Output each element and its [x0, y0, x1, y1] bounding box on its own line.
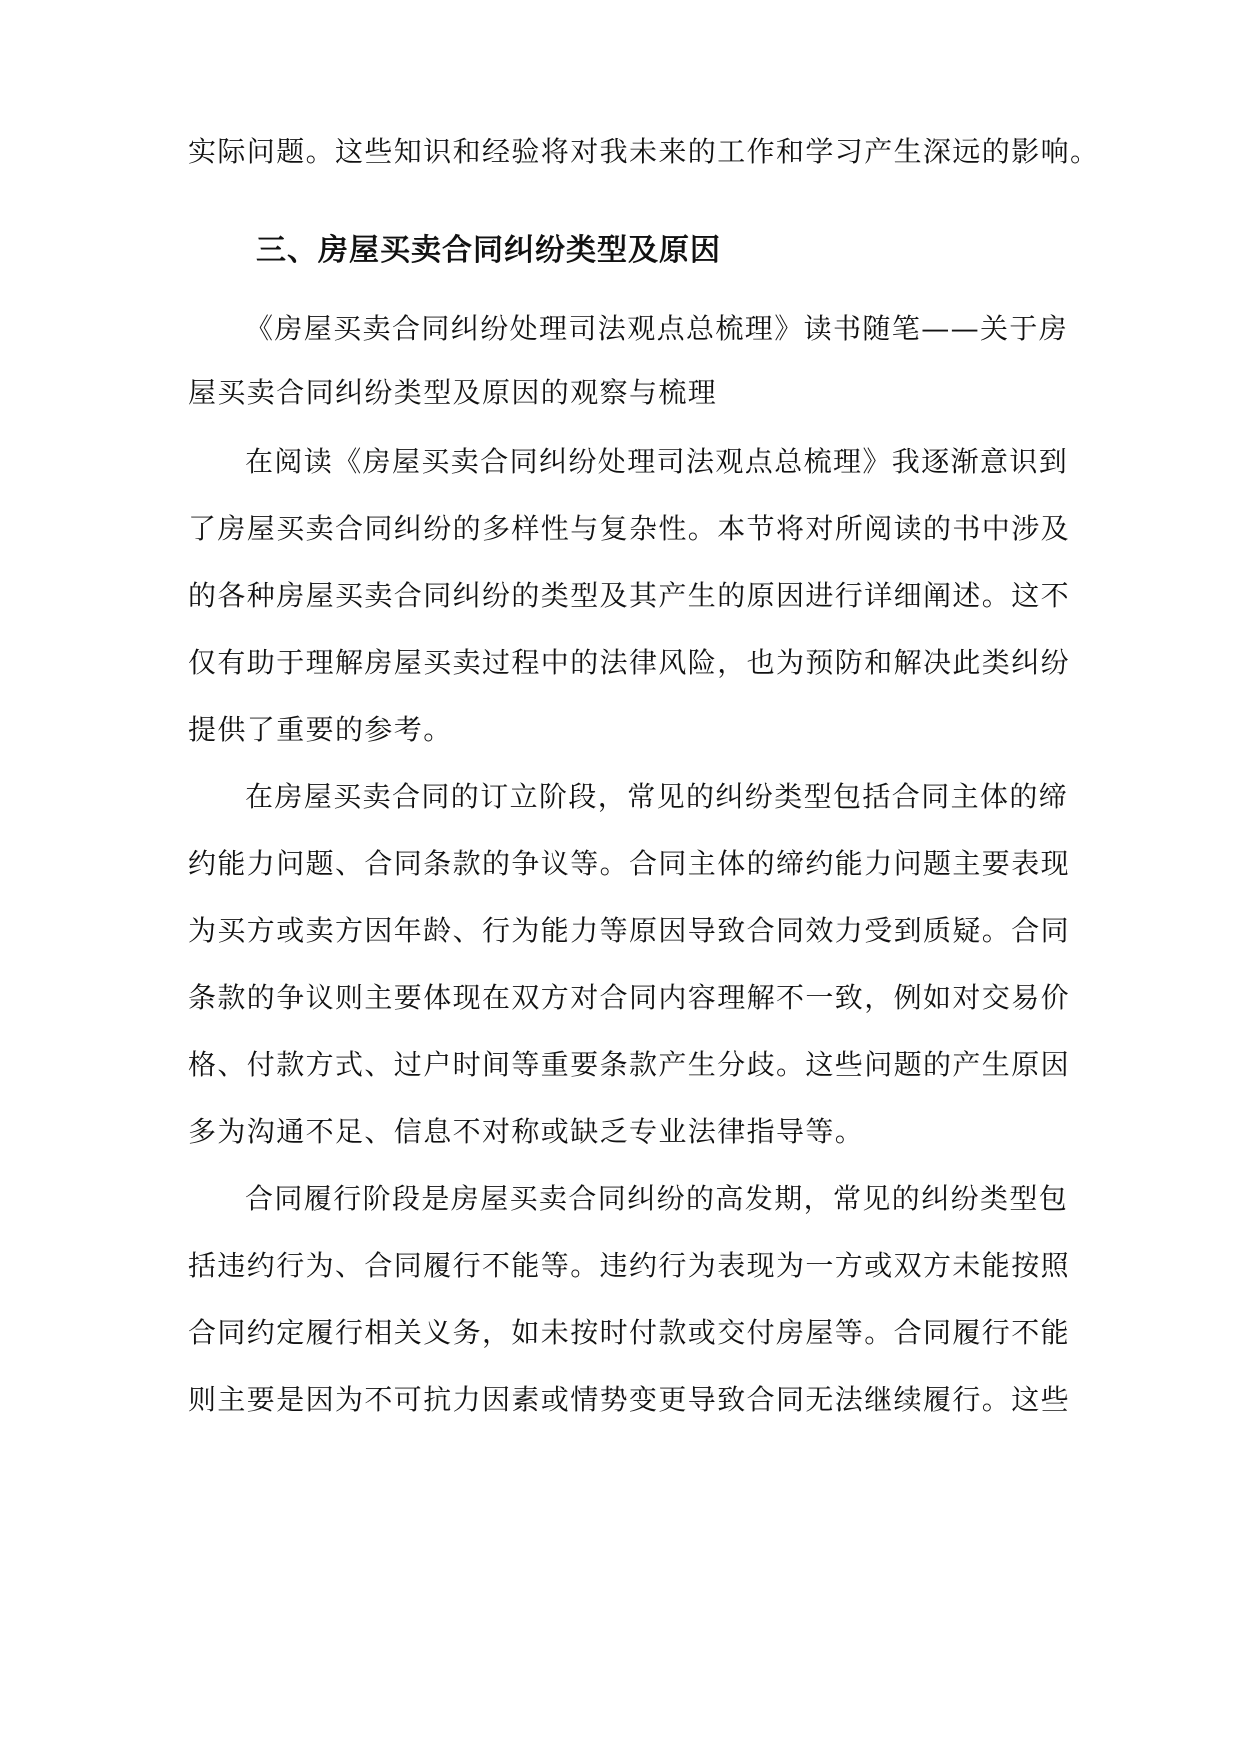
- body-line: 提供了重要的参考。: [188, 713, 453, 746]
- body-line: 合同履行阶段是房屋买卖合同纠纷的高发期，常见的纠纷类型包: [245, 1182, 1069, 1215]
- body-line: 约能力问题、合同条款的争议等。合同主体的缔约能力问题主要表现: [188, 847, 1071, 880]
- body-line: 《房屋买卖合同纠纷处理司法观点总梳理》读书随笔——关于房: [245, 312, 1069, 345]
- body-line: 为买方或卖方因年龄、行为能力等原因导致合同效力受到质疑。合同: [188, 914, 1071, 947]
- body-line: 格、付款方式、过户时间等重要条款产生分歧。这些问题的产生原因: [188, 1048, 1071, 1081]
- body-line: 则主要是因为不可抗力因素或情势变更导致合同无法继续履行。这些: [188, 1383, 1071, 1416]
- body-line: 了房屋买卖合同纠纷的多样性与复杂性。本节将对所阅读的书中涉及: [188, 512, 1071, 545]
- section-heading: 三、房屋买卖合同纠纷类型及原因: [256, 233, 721, 268]
- body-line: 屋买卖合同纠纷类型及原因的观察与梳理: [188, 376, 718, 409]
- body-line: 在房屋买卖合同的订立阶段，常见的纠纷类型包括合同主体的缔: [245, 780, 1069, 813]
- body-line: 括违约行为、合同履行不能等。违约行为表现为一方或双方未能按照: [188, 1249, 1071, 1282]
- body-line: 在阅读《房屋买卖合同纠纷处理司法观点总梳理》我逐渐意识到: [245, 445, 1069, 478]
- body-line: 仅有助于理解房屋买卖过程中的法律风险，也为预防和解决此类纠纷: [188, 646, 1071, 679]
- body-line: 实际问题。这些知识和经验将对我未来的工作和学习产生深远的影响。: [188, 135, 1100, 168]
- body-line: 多为沟通不足、信息不对称或缺乏专业法律指导等。: [188, 1115, 865, 1148]
- body-line: 的各种房屋买卖合同纠纷的类型及其产生的原因进行详细阐述。这不: [188, 579, 1071, 612]
- body-line: 条款的争议则主要体现在双方对合同内容理解不一致，例如对交易价: [188, 981, 1071, 1014]
- body-line: 合同约定履行相关义务，如未按时付款或交付房屋等。合同履行不能: [188, 1316, 1071, 1349]
